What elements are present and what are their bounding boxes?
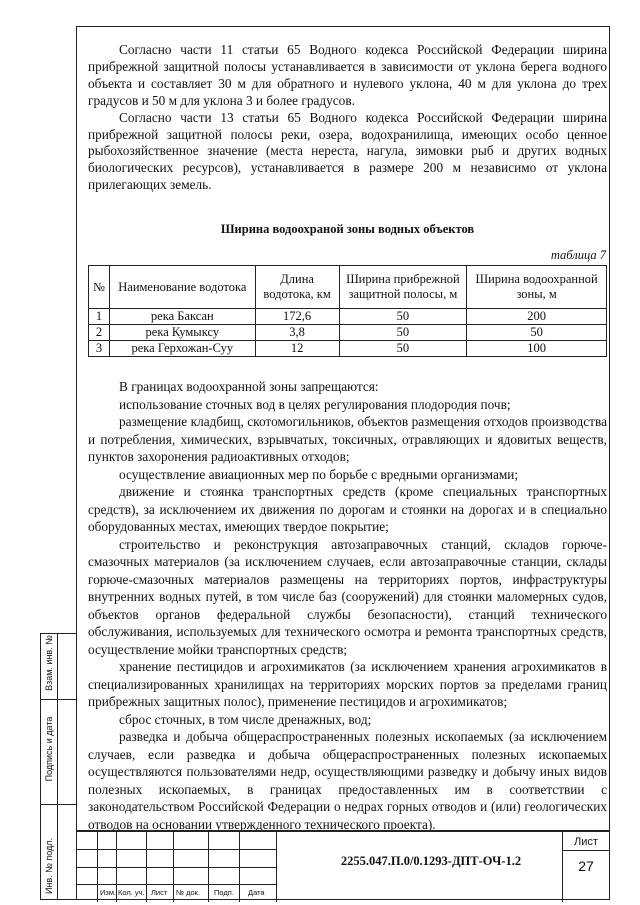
water-bodies-table xyxy=(88,265,607,357)
paragraph: Согласно части 13 статьи 65 Водного кодекса Российской Федерации ширина прибрежной защитной полосы реки, озера, водохранилища, имеющих особо ценное рыбохозяйственное значение (места нереста, нагула, зимовки рыб и других водных биологических ресурсов), устанавливается в размере 200 м независимо от уклона прилегающих земель. xyxy=(88,109,607,193)
stamp-col-label: Лист xyxy=(151,888,168,897)
table-header-cell: Длина водотока, км xyxy=(255,266,339,309)
table-header-row xyxy=(89,266,607,309)
table-cell: 50 xyxy=(339,325,467,341)
table-header-cell: Ширина прибрежной защитной полосы, м xyxy=(339,266,467,309)
stamp-col-label: Дата xyxy=(248,888,265,897)
table-cell: река Герхожан-Суу xyxy=(109,341,255,357)
list-item: хранение пестицидов и агрохимикатов (за исключением хранения агрохимикатов в специализированных хранилищах на территориях морских портов за пределами границ прибрежных защитных полос), применение пестицидов и агрохимикатов; xyxy=(88,659,607,709)
side-label-replace: Взам. инв. № xyxy=(44,635,54,691)
list-item: строительство и реконструкция автозаправочных станций, складов горюче-смазочных материалов (за исключением случаев, если автозаправочные станции, склады горюче-смазочных материалов размещены на территориях портов, инфраструктуры внутренних водных путей, в том числе баз (сооружений) для стоянки маломерных судов, объектов органов федеральной службы безопасности), станций технического обслуживания, используемых для технического осмотра и ремонта транспортных средств, осуществление мойки транспортных средств; xyxy=(88,536,607,657)
restrictions-list xyxy=(88,378,607,833)
table-title: Ширина водоохраной зоны водных объектов xyxy=(220,222,475,236)
document-code: 2255.047.П.0/0.1293-ДПТ-ОЧ-1.2 xyxy=(340,854,522,868)
side-label-signature: Подпись и дата xyxy=(44,716,54,782)
table-row xyxy=(89,341,607,357)
side-divider-2 xyxy=(41,804,76,805)
list-item: разведка и добыча общераспространенных полезных ископаемых (за исключением случаев, если разведка и добыча общераспространенных полезных ископаемых осуществляются пользователями недр, осуществляющими разведку и добычу иных видов полезных ископаемых, в границах предоставленных им в соответствии с законодательством Российской Федерации о недрах горных отводов и (или) геологических отводов на основании утвержденного технического проекта). xyxy=(88,729,607,832)
table-cell: 100 xyxy=(467,341,607,357)
list-item: В границах водоохранной зоны запрещаются: xyxy=(119,379,379,394)
stamp-row-line xyxy=(76,849,276,850)
table-cell: 50 xyxy=(339,341,467,357)
table-cell: 12 xyxy=(255,341,339,357)
table-cell: река Кумыксу xyxy=(109,325,255,341)
table-header-cell: Наименование водотока xyxy=(109,266,255,309)
table-header-cell: № xyxy=(89,266,110,309)
table-cell: 3,8 xyxy=(255,325,339,341)
table-row xyxy=(89,309,607,325)
table-number: таблица 7 xyxy=(550,248,606,262)
stamp-col-label: Подп. xyxy=(214,888,234,897)
table-cell: 172,6 xyxy=(255,309,339,325)
sheet-label: Лист xyxy=(574,836,598,848)
paragraph: Согласно части 11 статьи 65 Водного кодекса Российской Федерации ширина прибрежной защитной полосы устанавливается в зависимости от уклона берега водного объекта и составляет 30 м для обратного и нулевого уклона, 40 м для уклона до трех градусов и 50 м для уклона 3 и более градусов. xyxy=(88,42,607,108)
stamp-row-line xyxy=(76,867,276,868)
table-cell: 1 xyxy=(89,309,110,325)
stamp-col-label: Кол. уч. xyxy=(118,888,145,897)
list-item: осуществление авиационных мер по борьбе с вредными организмами; xyxy=(119,466,519,482)
stamp-divider xyxy=(276,832,277,902)
table-cell: 3 xyxy=(89,341,110,357)
list-item: размещение кладбищ, скотомогильников, объектов размещения отходов производства и потребления, химических, взрывчатых, токсичных, отравляющих и ядовитых веществ, пунктов захоронения радиоактивных отходов; xyxy=(88,414,607,464)
table-cell: 50 xyxy=(339,309,467,325)
list-item: сброс сточных, в том числе дренажных, вод; xyxy=(119,711,372,727)
stamp-row-line xyxy=(562,850,610,851)
intro-text xyxy=(88,42,607,194)
stamp-col-label: Изм. xyxy=(100,888,117,897)
stamp-col-label: № док. xyxy=(176,888,201,897)
stamp-row-line xyxy=(76,884,276,885)
title-block xyxy=(76,830,610,902)
table-cell: 200 xyxy=(467,309,607,325)
table-cell: 2 xyxy=(89,325,110,341)
side-label-inv: Инв. № подл. xyxy=(44,837,54,895)
table-header-cell: Ширина водоохранной зоны, м xyxy=(467,266,607,309)
table-row xyxy=(89,325,607,341)
list-item: движение и стоянка транспортных средств (кроме специальных транспортных средств), за исключением их движения по дорогам и стоянки на дорогах и в специально оборудованных местах, имеющих твердое покрытие; xyxy=(88,484,607,534)
page-number: 27 xyxy=(578,858,594,874)
table-cell: река Баксан xyxy=(109,309,255,325)
list-item: использование сточных вод в целях регулирования плодородия почв; xyxy=(119,396,511,412)
table-cell: 50 xyxy=(467,325,607,341)
side-stamp xyxy=(40,633,76,900)
